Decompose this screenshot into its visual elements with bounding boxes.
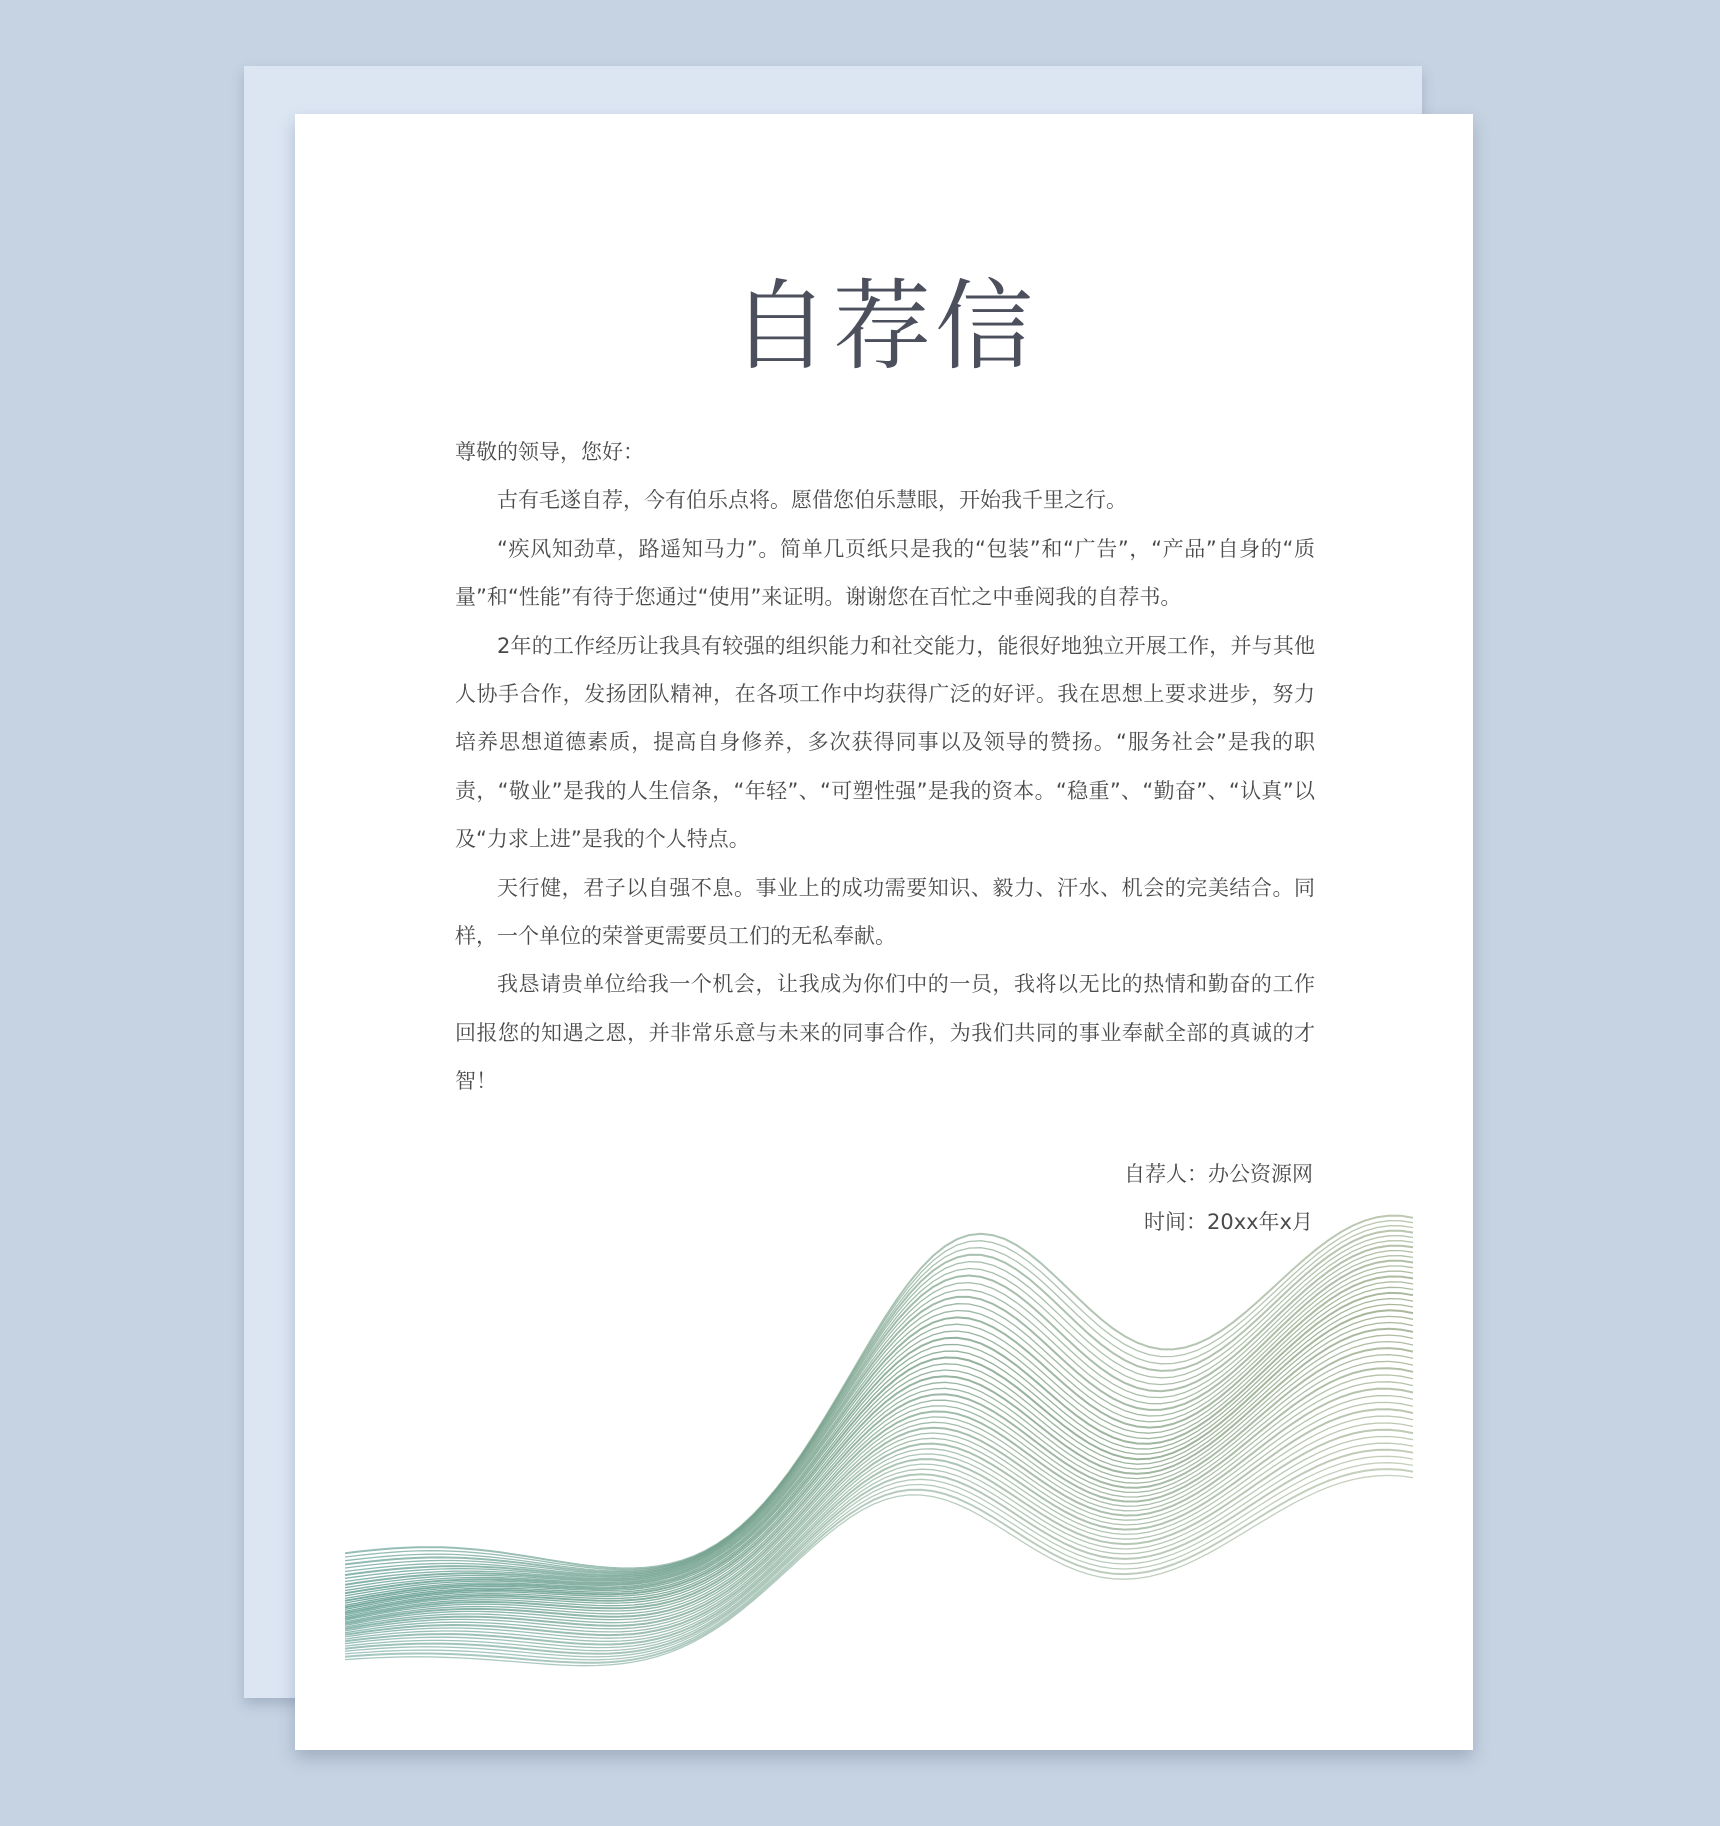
page-title: 自荐信 [730,270,1037,384]
wave-line [345,1256,1413,1582]
paragraph-4: 天行健，君子以自强不息。事业上的成功需要知识、毅力、汗水、机会的完美结合。同样，一个单位的荣誉更需要员工们的无私奉献。 [455,875,1315,949]
letter-page [295,114,1473,1750]
salutation: 尊敬的领导，您好： [455,440,644,464]
wave-line [345,1251,1413,1579]
wave-line [345,1236,1413,1574]
paragraph-1: 古有毛遂自荐，今有伯乐点将。愿借您伯乐慧眼，开始我千里之行。 [497,488,1127,513]
wave-line [345,1389,1413,1629]
paragraph-2: “疾风知劲草，路遥知马力”。简单几页纸只是我的“包装”和“广告”，“产品”自身的“质量”和“性能”有待于您通过“使用”来证明。谢谢您在百忙之中垂阅我的自荐书。 [455,536,1315,610]
paragraph-5: 我恳请贵单位给我一个机会，让我成为你们中的一员，我将以无比的热情和勤奋的工作回报您的知遇之恩，并非常乐意与未来的同事合作，为我们共同的事业奉献全部的真诚的才智！ [455,972,1315,1094]
signature-date: 时间：20xx年x月 [1143,1210,1313,1234]
signature-author: 自荐人：办公资源网 [1124,1162,1313,1186]
paragraph-3: 2年的工作经历让我具有较强的组织能力和社交能力，能很好地独立开展工作，并与其他人协手合作，发扬团队精神，在各项工作中均获得广泛的好评。我在思想上要求进步，努力培养思想道德素质，提高自身修养，多次获得同事以及领导的赞扬。“服务社会”是我的职责，“敬业”是我的人生信条，“年轻”、“可塑性强”是我的资本。“稳重”、“勤奋”、“认真”以及“力求上进”是我的个人特点。 [455,633,1315,852]
wave-lines-icon [345,1190,1423,1670]
letter-body [455,428,1315,1106]
